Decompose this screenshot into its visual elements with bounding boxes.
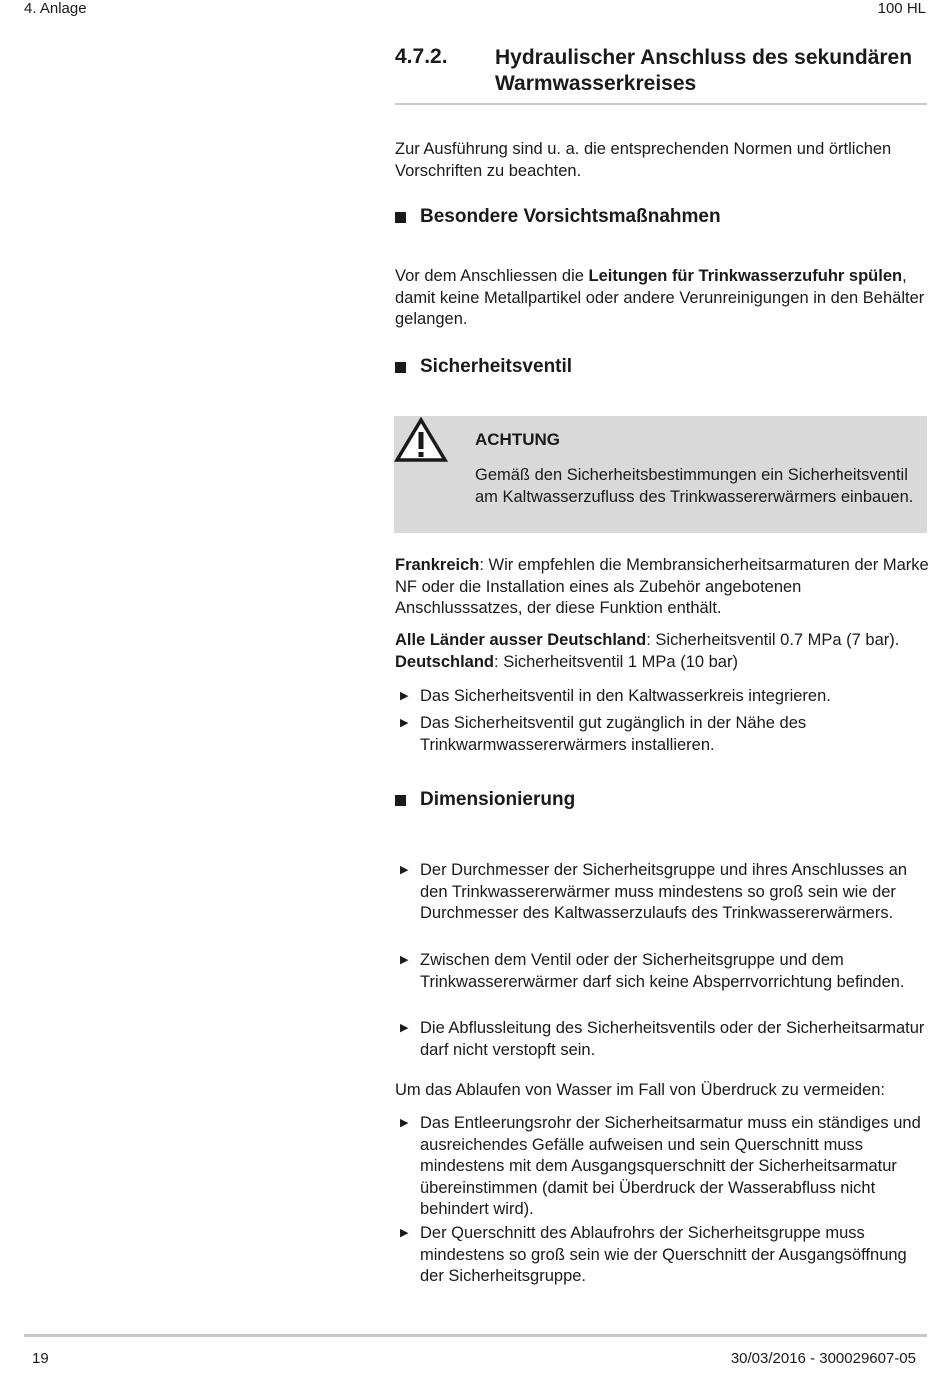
all-countries-label: Alle Länder ausser Deutschland xyxy=(395,631,647,649)
warning-triangle-icon xyxy=(394,417,448,463)
footer-divider xyxy=(24,1334,927,1337)
warning-text: Gemäß den Sicherheitsbestimmungen ein Sicherheitsventil am Kaltwasserzufluss des Trinkwassererwärmers einbauen. xyxy=(475,466,914,506)
list-item: ▶ Zwischen dem Ventil oder der Sicherheitsgruppe und dem Trinkwassererwärmer darf sich keine Absperrvorrichtung befinden. xyxy=(395,950,930,993)
list-item: ▶ Der Querschnitt des Ablaufrohrs der Sicherheitsgruppe muss mindestens so groß sein wie der Querschnitt der Ausgangsöffnung der Sicherheitsgruppe. xyxy=(395,1223,930,1288)
overpressure-intro: Um das Ablaufen von Wasser im Fall von Überdruck zu vermeiden: xyxy=(395,1081,886,1099)
triangle-right-icon: ▶ xyxy=(400,690,409,702)
precautions-paragraph: Vor dem Anschliessen die Leitungen für Trinkwasserzufuhr spülen, damit keine Metallpartikel oder andere Verunreinigungen in den Behälter gelangen. xyxy=(395,267,925,328)
page-number: 19 xyxy=(32,1350,49,1367)
list-item: ▶ Das Sicherheitsventil in den Kaltwasserkreis integrieren. xyxy=(395,686,930,708)
document-reference: 30/03/2016 - 300029607-05 xyxy=(730,1350,916,1367)
section-title: Hydraulischer Anschluss des sekundären Warmwasserkreises xyxy=(495,46,913,95)
triangle-right-icon: ▶ xyxy=(400,717,409,729)
precautions-heading-text: Besondere Vorsichtsmaßnahmen xyxy=(420,206,721,227)
square-bullet-icon xyxy=(395,795,406,806)
square-bullet-icon xyxy=(395,362,406,373)
triangle-right-icon: ▶ xyxy=(400,864,409,876)
header-product: 100 HL xyxy=(877,0,926,17)
header-chapter: 4. Anlage xyxy=(24,0,87,17)
warning-title: ACHTUNG xyxy=(475,430,560,449)
france-paragraph: Frankreich: Wir empfehlen die Membransicherheitsarmaturen der Marke NF oder die Installation eines als Zubehör angebotenen Anschlusssatzes, der diese Funktion enthält. xyxy=(395,556,929,617)
list-item: ▶ Die Abflussleitung des Sicherheitsventils oder der Sicherheitsarmatur darf nicht verstopft sein. xyxy=(395,1018,930,1061)
list-item: ▶ Das Sicherheitsventil gut zugänglich in der Nähe des Trinkwarmwassererwärmers installieren. xyxy=(395,713,930,756)
france-label: Frankreich xyxy=(395,556,480,574)
precautions-bold-text: Leitungen für Trinkwasserzufuhr spülen xyxy=(588,267,903,285)
germany-label: Deutschland xyxy=(395,652,495,671)
triangle-right-icon: ▶ xyxy=(400,954,409,966)
triangle-right-icon: ▶ xyxy=(400,1227,409,1239)
dimensioning-heading xyxy=(395,789,575,811)
precautions-heading xyxy=(395,206,721,228)
dimensioning-heading-text: Dimensionierung xyxy=(420,789,576,810)
intro-paragraph: Zur Ausführung sind u. a. die entsprechenden Normen und örtlichen Vorschriften zu beachten. xyxy=(395,140,892,180)
list-item: ▶ Das Entleerungsrohr der Sicherheitsarmatur muss ein ständiges und ausreichendes Gefälle aufweisen und sein Querschnitt muss mindestens mit dem Ausgangsquerschnitt der Sicherheitsarmatur übereinstimmen (damit bei Überdruck der Wasserabfluss nicht behindert wird). xyxy=(395,1113,930,1221)
safety-valve-heading xyxy=(395,356,572,378)
section-divider xyxy=(395,103,927,105)
section-number: 4.7.2. xyxy=(395,45,448,68)
safety-valve-heading-text: Sicherheitsventil xyxy=(420,356,573,377)
square-bullet-icon xyxy=(395,212,406,223)
countries-paragraph: Alle Länder ausser Deutschland: Sicherheitsventil 0.7 MPa (7 bar). Deutschland: Sicherheitsventil 1 MPa (10 bar) xyxy=(395,631,900,671)
list-item: ▶ Der Durchmesser der Sicherheitsgruppe und ihres Anschlusses an den Trinkwassererwärmer muss mindestens so groß sein wie der Durchmesser des Kaltwasserzulaufs des Trinkwassererwärmers. xyxy=(395,860,930,925)
triangle-right-icon: ▶ xyxy=(400,1117,409,1129)
triangle-right-icon: ▶ xyxy=(400,1022,409,1034)
